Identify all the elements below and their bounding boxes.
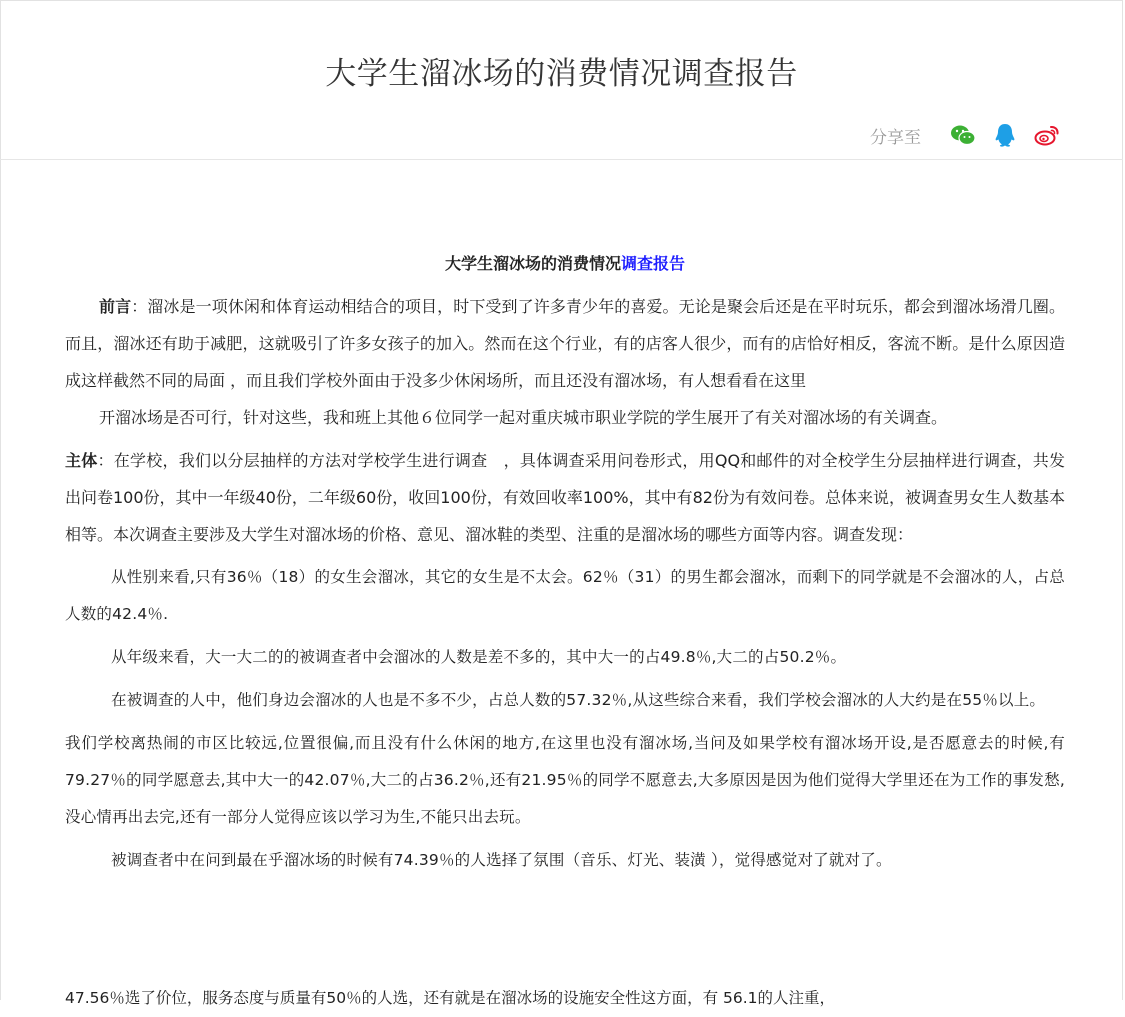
weibo-icon[interactable] [1033, 121, 1061, 149]
document-title-link[interactable]: 调查报告 [621, 254, 686, 273]
friends-paragraph: 在被调查的人中，他们身边会溜冰的人也是不多不少，占总人数的57.32％,从这些综合来看，我们学校会溜冰的人大约是在55％以上。 [111, 691, 1046, 709]
body-text: ：在学校，我们以分层抽样的方法对学校学生进行调查 ，具体调查采用问卷形式，用QQ和邮件的对全校学生分层抽样进行调查，共发出问卷100份，其中一年级40份，二年级60份，收回100份，有效回收率100%，其中有82份为有效问卷。总体来说，被调查男女生人数基本相等。本次调查主要涉及大学生对溜冰场的价格、意见、溜冰鞋的类型、注重的是溜冰场的哪些方面等内容。调查发现： [65, 451, 1065, 544]
care-paragraph: 被调查者中在问到最在乎溜冰场的时候有74.39％的人选择了氛围（音乐、灯光、装潢 ），觉得感觉对了就对了。 [111, 851, 892, 869]
page-header [0, 0, 1123, 160]
document-title-main: 大学生溜冰场的消费情况 [444, 254, 621, 273]
share-label: 分享至 [870, 127, 921, 148]
intro-label: 前言 [99, 297, 132, 316]
body-paragraph [65, 442, 1065, 553]
document-title [65, 240, 1065, 288]
intro-text: ：溜冰是一项休闲和体育运动相结合的项目，时下受到了许多青少年的喜爱。无论是聚会后还是在平时玩乐，都会到溜冰场滑几圈。而且，溜冰还有助于减肥，这就吸引了许多女孩子的加入。然而在这个行业，有的店客人很少，而有的店恰好相反，客流不断。是什么原因造成这样截然不同的局面 ，而且我们学校外面由于没多少休闲场所，而且还没有溜冰场，有人想看看在这里 [65, 297, 1065, 390]
gender-paragraph: 从性别来看,只有36％（18）的女生会溜冰，其它的女生是不太会。62％（31）的男生都会溜冰，而剩下的同学就是不会溜冰的人，占总人数的42.4％. [65, 568, 1065, 623]
intro-paragraph-continued: 开溜冰场是否可行，针对这些，我和班上其他６位同学一起对重庆城市职业学院的学生展开了有关对溜冰场的有关调查。 [99, 408, 948, 427]
page-title: 大学生溜冰场的消费情况调查报告 [325, 56, 798, 92]
qq-icon[interactable] [991, 121, 1019, 149]
cut-off-paragraph: 47.56％选了价位，服务态度与质量有50％的人选，还有就是在溜冰场的设施安全性这方面，有 56.1的人注重， [65, 989, 836, 1007]
location-paragraph: 我们学校离热闹的市区比较远,位置很偏,而且没有什么休闲的地方,在这里也没有溜冰场,当问及如果学校有溜冰场开设,是否愿意去的时候,有79.27％的同学愿意去,其中大一的42.07％,大二的占36.2％,还有21.95％的同学不愿意去,大多原因是因为他们觉得大学里还在为工作的事发愁,没心情再出去完,还有一部分人觉得应该以学习为生,不能只出去玩。 [65, 734, 1065, 826]
body-label: 主体 [65, 451, 98, 470]
share-bar [870, 119, 1061, 151]
grade-paragraph: 从年级来看，大一大二的的被调查者中会溜冰的人数是差不多的，其中大一的占49.8％,大二的占50.2％。 [111, 648, 847, 666]
wechat-icon[interactable] [949, 121, 977, 149]
article-body [65, 240, 1065, 879]
intro-paragraph [65, 288, 1065, 399]
